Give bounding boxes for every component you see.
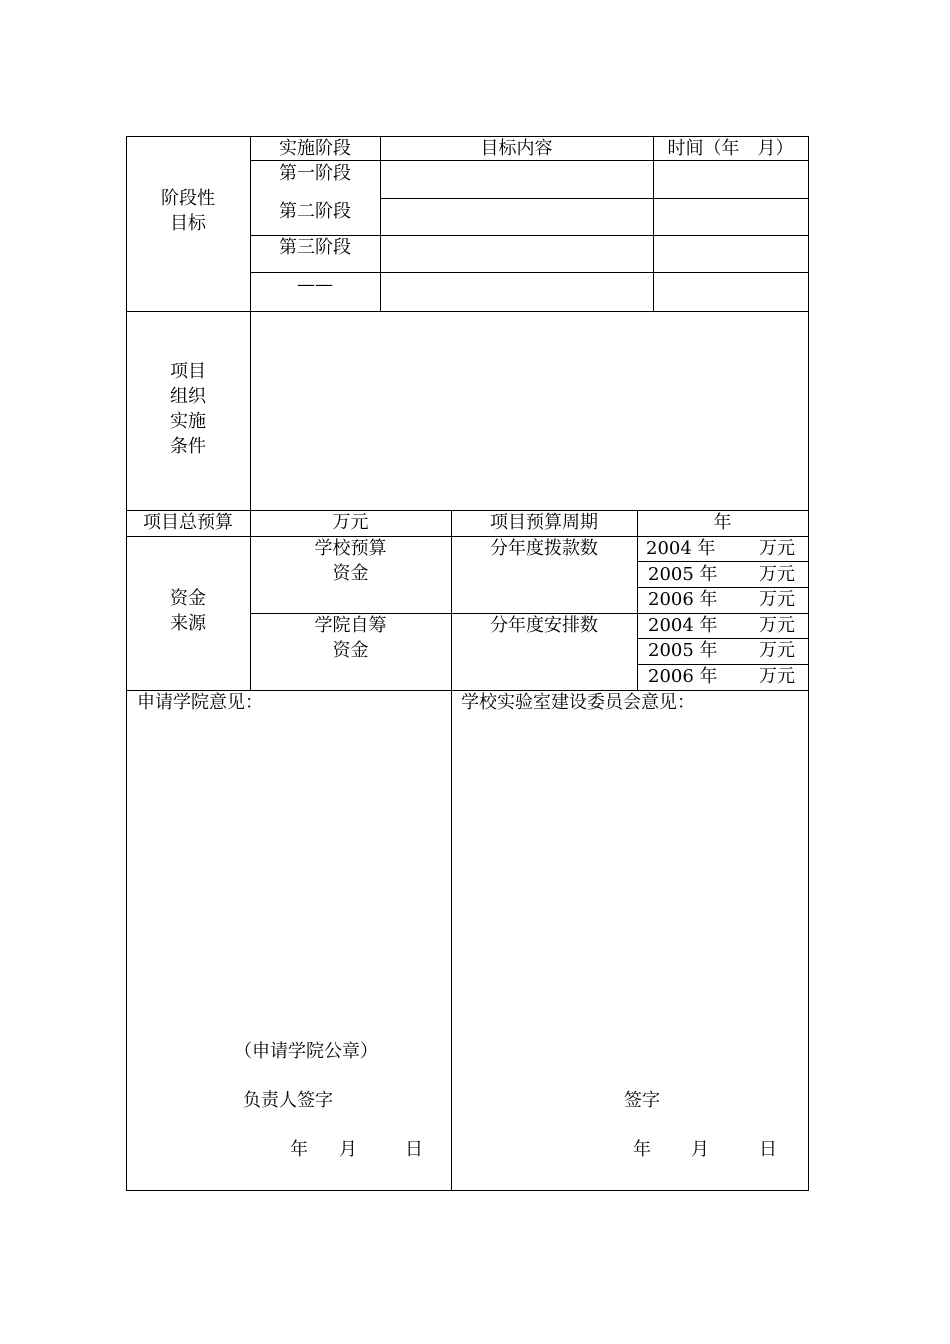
year-label: 2005 年 [648, 640, 718, 661]
school-alloc-label: 分年度拨款数 [490, 538, 598, 559]
funding-source-label: 资金 来源 [170, 588, 206, 634]
school-budget-label: 学校预算 资金 [314, 538, 387, 584]
committee-opinion-title: 学校实验室建设委员会意见： [461, 692, 695, 713]
amount-unit[interactable]: 万元 [759, 640, 795, 661]
amount-unit[interactable]: 万元 [759, 564, 795, 585]
year-label: 2004 年 [648, 615, 718, 636]
budget-cycle-label: 项目预算周期 [490, 512, 598, 533]
stage-goal-label: 阶段性 目标 [161, 188, 215, 234]
col-header-time: 时间（年 月） [667, 138, 794, 159]
year-label: 2006 年 [648, 589, 718, 610]
stage-time-field[interactable] [654, 199, 808, 235]
year-label: 2006 年 [648, 666, 718, 687]
college-funds-label: 学院自筹 资金 [314, 615, 387, 661]
date-year: 年 [290, 1139, 308, 1160]
border-bottom [126, 1190, 809, 1191]
stage-time-field[interactable] [654, 161, 808, 198]
stage-time-field[interactable] [654, 273, 808, 311]
date-month: 月 [339, 1139, 357, 1160]
date-day: 日 [759, 1139, 777, 1160]
stage-content-field[interactable] [381, 236, 653, 272]
college-seal-label: （申请学院公章） [234, 1041, 378, 1062]
college-signature-label: 负责人签字 [243, 1090, 333, 1111]
college-opinion-title: 申请学院意见： [137, 692, 263, 713]
total-budget-label: 项目总预算 [143, 512, 233, 533]
year-label: 2005 年 [648, 564, 718, 585]
stage-content-field[interactable] [381, 161, 653, 198]
col-header-content: 目标内容 [480, 138, 553, 159]
committee-signature-label: 签字 [624, 1090, 660, 1111]
stage-content-field[interactable] [381, 199, 653, 235]
conditions-field[interactable] [251, 312, 808, 510]
amount-unit[interactable]: 万元 [759, 538, 795, 559]
amount-unit[interactable]: 万元 [759, 666, 795, 687]
stage-row-label: 第一阶段 [279, 163, 351, 184]
total-budget-unit[interactable]: 万元 [332, 512, 369, 533]
college-opinion-field[interactable] [127, 716, 451, 1036]
committee-opinion-field[interactable] [452, 716, 808, 1076]
date-day: 日 [405, 1139, 423, 1160]
amount-unit[interactable]: 万元 [759, 615, 795, 636]
year-label: 2004 年 [646, 538, 716, 559]
conditions-label: 项目 组织 实施 条件 [170, 361, 206, 457]
college-alloc-label: 分年度安排数 [490, 615, 598, 636]
date-month: 月 [691, 1139, 709, 1160]
date-year: 年 [633, 1139, 651, 1160]
stage-content-field[interactable] [381, 273, 653, 311]
stage-row-label: 第三阶段 [279, 237, 351, 258]
col-header-stage: 实施阶段 [279, 138, 351, 159]
budget-cycle-unit[interactable]: 年 [713, 512, 732, 533]
stage-row-label: —— [297, 274, 333, 295]
amount-unit[interactable]: 万元 [759, 589, 795, 610]
stage-row-label: 第二阶段 [279, 201, 351, 222]
stage-time-field[interactable] [654, 236, 808, 272]
